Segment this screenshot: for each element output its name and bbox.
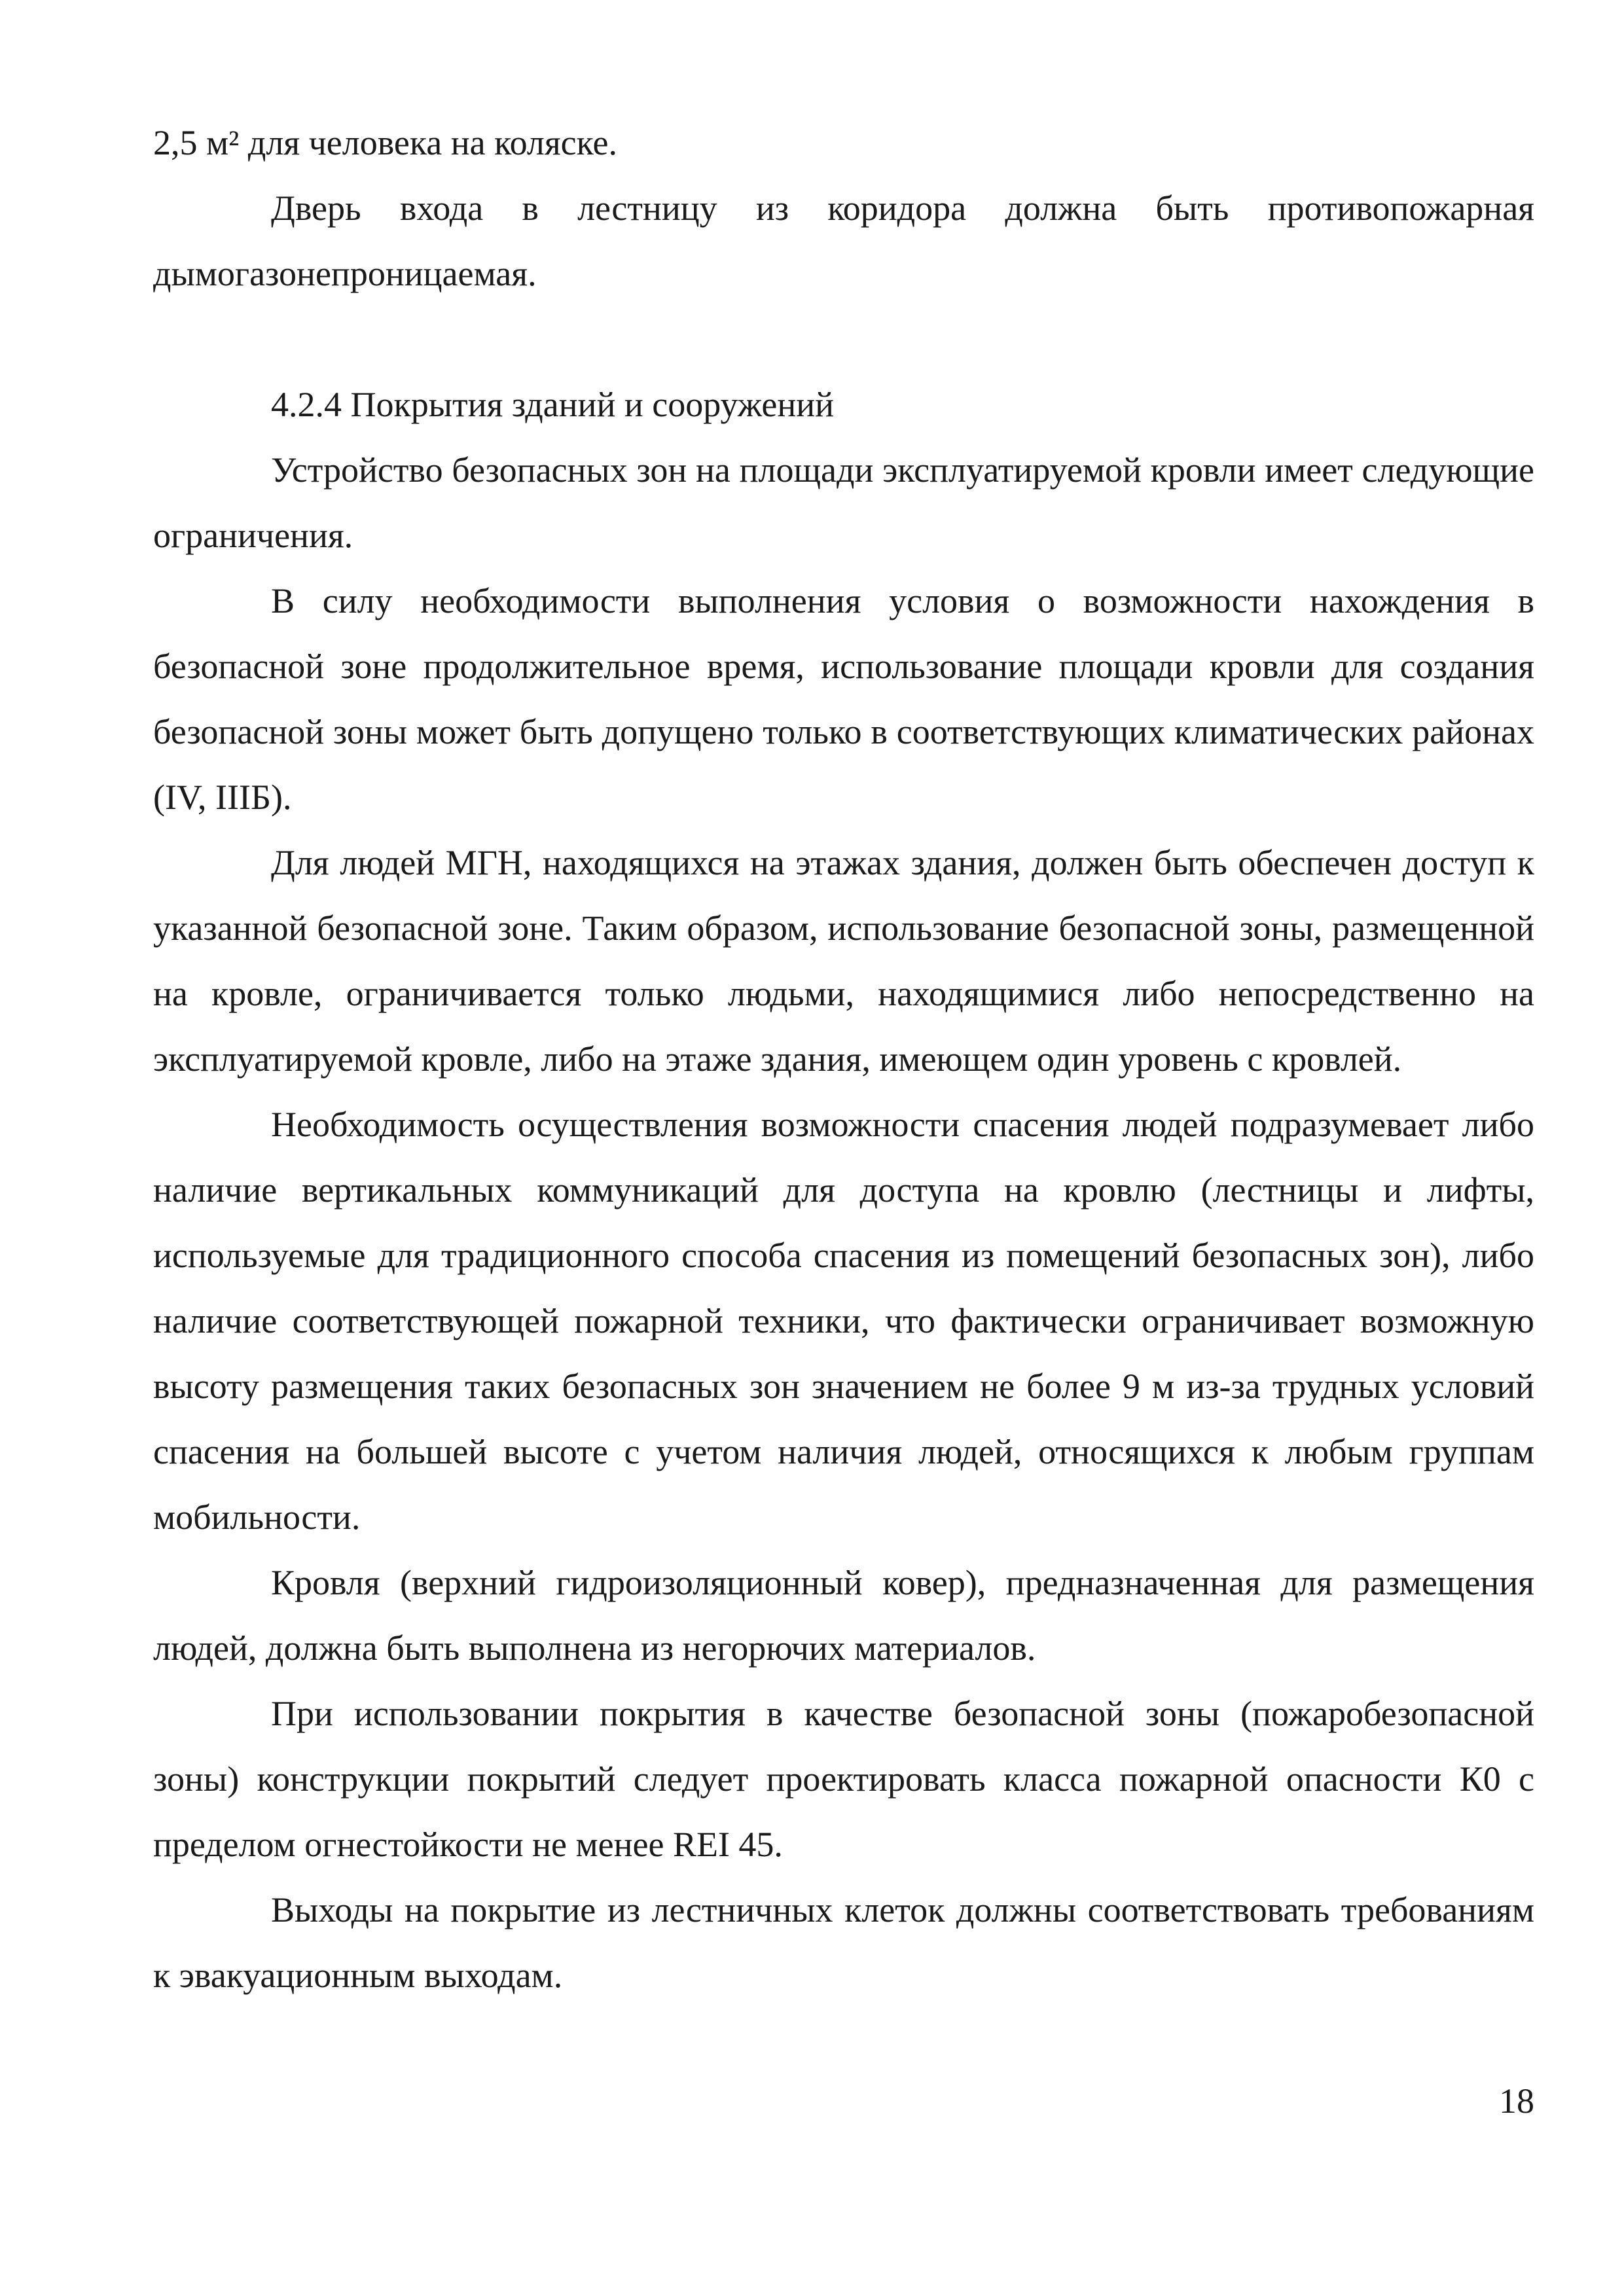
paragraph-roof-materials: Кровля (верхний гидроизоляционный ковер), предназначенная для размещения людей, должна быть выполнена из негорючих материалов.	[153, 1563, 1534, 1668]
paragraph-climatic-regions: В силу необходимости выполнения условия о возможности нахождения в безопасной зоне продолжительное время, использование площади кровли для создания безопасной зоны может быть допущено только в соответствующих климатических районах (IV, IIIБ).	[153, 581, 1534, 817]
paragraph-continuation: 2,5 м² для человека на коляске.	[153, 123, 617, 162]
section-heading: 4.2.4 Покрытия зданий и сооружений	[271, 385, 835, 424]
paragraph-fire-class: При использовании покрытия в качестве безопасной зоны (пожаробезопасной зоны) конструкции покрытий следует проектировать класса пожарной опасности К0 с пределом огнестойкости не менее REI 45.	[153, 1694, 1534, 1864]
paragraph-roof-limitations: Устройство безопасных зон на площади эксплуатируемой кровли имеет следующие ограничения.	[153, 450, 1534, 555]
paragraph-door-requirement: Дверь входа в лестницу из коридора должна быть противопожарная дымогазонепроницаемая.	[153, 188, 1534, 293]
paragraph-rescue-means: Необходимость осуществления возможности спасения людей подразумевает либо наличие вертикальных коммуникаций для доступа на кровлю (лестницы и лифты, используемые для традиционного способа спасения из помещений безопасных зон), либо наличие соответствующей пожарной техники, что фактически ограничивает возможную высоту размещения таких безопасных зон значением не более 9 м из-за трудных условий спасения на большей высоте с учетом наличия людей, относящихся к любым группам мобильности.	[153, 1105, 1534, 1537]
paragraph-mgn-access: Для людей МГН, находящихся на этажах здания, должен быть обеспечен доступ к указанной безопасной зоне. Таким образом, использование безопасной зоны, размещенной на кровле, ограничивается только людьми, находящимися либо непосредственно на эксплуатируемой кровле, либо на этаже здания, имеющем один уровень с кровлей.	[153, 843, 1534, 1079]
page-number: 18	[1499, 2081, 1534, 2121]
paragraph-exits: Выходы на покрытие из лестничных клеток должны соответствовать требованиям к эвакуационным выходам.	[153, 1890, 1534, 1995]
document-body	[153, 110, 1534, 2008]
